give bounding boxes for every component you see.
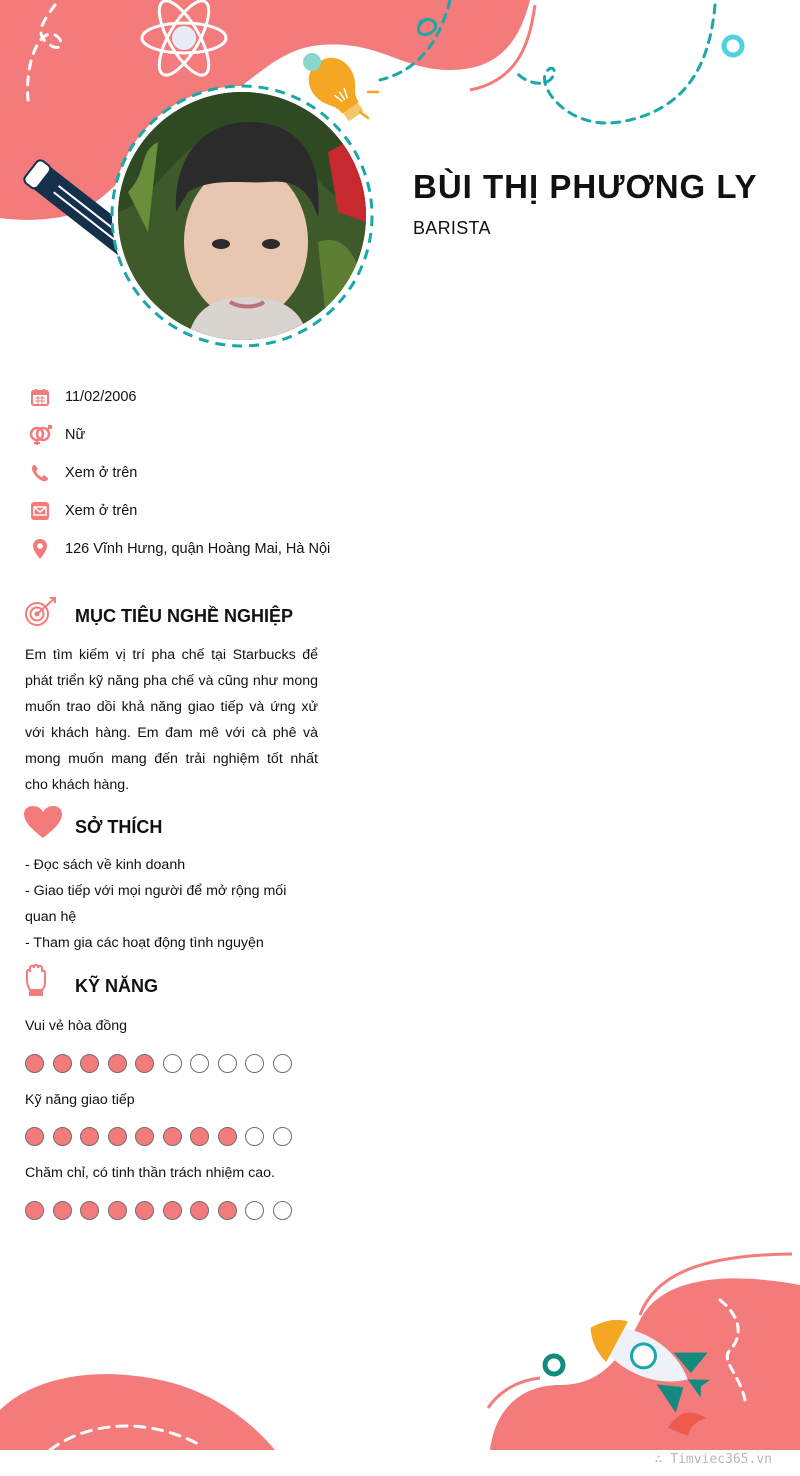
hobbies-title: SỞ THÍCH (75, 817, 163, 837)
avatar (118, 92, 366, 340)
email-icon (28, 499, 52, 523)
rating-dot-filled (218, 1127, 237, 1146)
target-icon (24, 596, 58, 633)
teal-ring-icon (545, 1356, 563, 1374)
skill-rating-3 (25, 1201, 292, 1220)
skill-label: Kỹ năng giao tiếp (25, 1092, 135, 1108)
rating-dot-filled (135, 1127, 154, 1146)
heart-icon (24, 806, 62, 843)
rating-dot-filled (190, 1201, 209, 1220)
rating-dot-filled (80, 1201, 99, 1220)
rating-dot-filled (53, 1201, 72, 1220)
dashed-doodle-right (515, 5, 715, 123)
gender-text: Nữ (65, 427, 86, 443)
skills-title: KỸ NĂNG (75, 976, 159, 996)
skill-rating-2 (25, 1127, 292, 1146)
skill-rating-1 (25, 1054, 292, 1073)
objective-text: Em tìm kiếm vị trí pha chế tại Starbucks để phát triển kỹ năng pha chế và cũng như mong muốn trao dồi khả năng giao tiếp và ứng xử với khách hàng. Em đam mê với cà phê và mong muốn mang đến trải nghiệm tốt nhất cho khách hàng. (25, 647, 318, 793)
rating-dot-empty (245, 1054, 264, 1073)
rating-dot-empty (245, 1201, 264, 1220)
rating-dot-empty (163, 1054, 182, 1073)
rating-dot-empty (245, 1127, 264, 1146)
rating-dot-filled (108, 1201, 127, 1220)
skill-label: Chăm chỉ, có tinh thần trách nhiệm cao. (25, 1165, 275, 1181)
rating-dot-filled (108, 1127, 127, 1146)
rating-dot-filled (163, 1127, 182, 1146)
phone-text: Xem ở trên (65, 465, 138, 481)
footer-blob-left (0, 1374, 275, 1450)
contact-email (28, 498, 348, 524)
rating-dot-filled (80, 1054, 99, 1073)
rating-dot-empty (218, 1054, 237, 1073)
address-text: 126 Vĩnh Hưng, quận Hoàng Mai, Hà Nội (65, 541, 331, 557)
rating-dot-filled (25, 1054, 44, 1073)
list-item: - Giao tiếp với mọi người để mở rộng mối quan hệ (25, 883, 287, 925)
contact-address (28, 536, 348, 562)
job-title: BARISTA (413, 218, 491, 238)
avatar-photo (118, 92, 366, 340)
birthdate-text: 11/02/2006 (65, 389, 137, 405)
rating-dot-filled (80, 1127, 99, 1146)
teal-ring-icon (724, 37, 742, 55)
rating-dot-empty (273, 1127, 292, 1146)
skill-label: Vui vẻ hòa đồng (25, 1018, 128, 1034)
contact-birthdate (28, 384, 348, 410)
avatar-frame (108, 82, 376, 350)
list-item: - Tham gia các hoạt động tình nguyện (25, 935, 264, 951)
candidate-name: BÙI THỊ PHƯƠNG LY (413, 168, 758, 205)
calendar-icon (28, 385, 52, 409)
bulb-sparkle (303, 53, 321, 71)
fist-icon (24, 964, 48, 1001)
contact-gender (28, 422, 348, 448)
location-pin-icon (28, 537, 52, 561)
rating-dot-filled (190, 1127, 209, 1146)
rating-dot-empty (273, 1201, 292, 1220)
footer-decoration (0, 1240, 800, 1476)
rating-dot-filled (135, 1054, 154, 1073)
rating-dot-filled (135, 1201, 154, 1220)
rating-dot-filled (108, 1054, 127, 1073)
rating-dot-empty (273, 1054, 292, 1073)
hobbies-list (25, 852, 320, 956)
rating-dot-empty (190, 1054, 209, 1073)
contact-phone (28, 460, 348, 486)
phone-icon (28, 461, 52, 485)
rating-dot-filled (25, 1201, 44, 1220)
rating-dot-filled (53, 1054, 72, 1073)
list-item: - Đọc sách về kinh doanh (25, 857, 186, 873)
rating-dot-filled (218, 1201, 237, 1220)
watermark: ∴ Timviec365.vn (654, 1452, 772, 1467)
rating-dot-filled (53, 1127, 72, 1146)
gender-icon (28, 423, 52, 447)
rating-dot-filled (163, 1201, 182, 1220)
email-text: Xem ở trên (65, 503, 138, 519)
rating-dot-filled (25, 1127, 44, 1146)
objective-title: MỤC TIÊU NGHỀ NGHIỆP (75, 606, 294, 626)
